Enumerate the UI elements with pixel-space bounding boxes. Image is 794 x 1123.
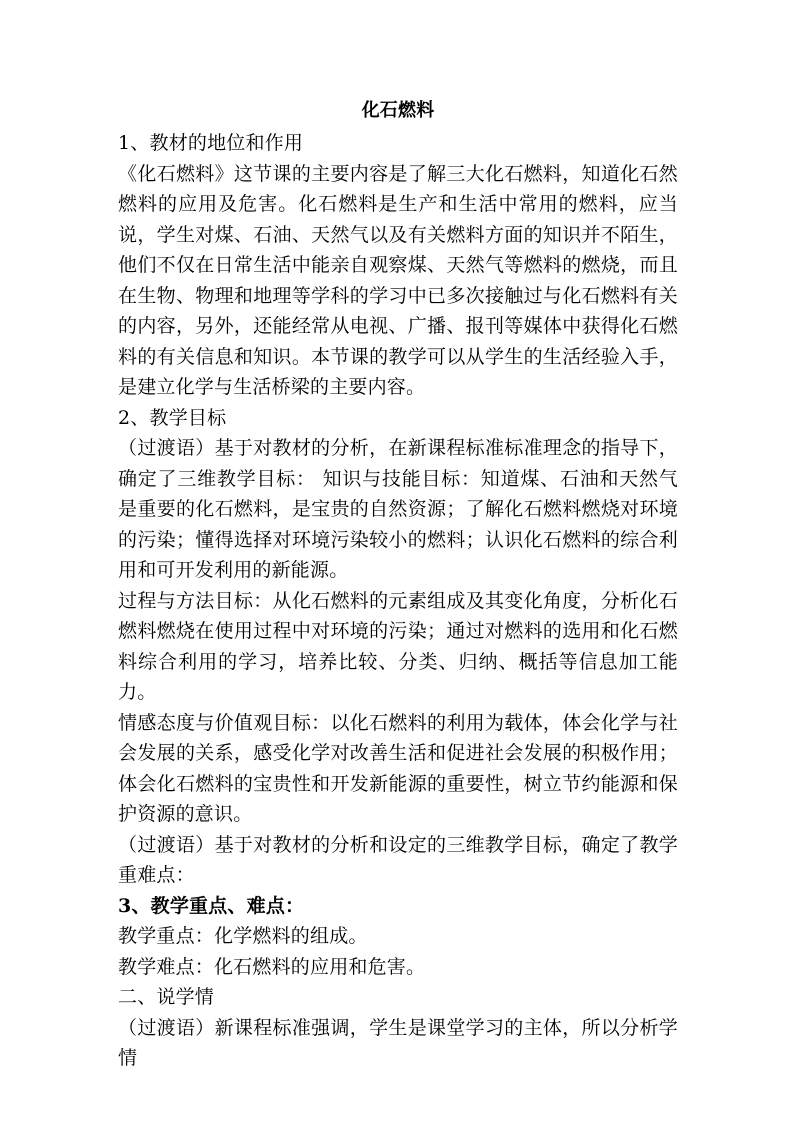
section-heading-3: 3、教学重点、难点： xyxy=(118,894,305,917)
paragraph-key-point: 教学重点：化学燃料的组成。 xyxy=(118,925,368,947)
section-heading-student-analysis: 二、说学情 xyxy=(118,986,215,1008)
paragraph-transition-difficulties: （过渡语）基于对教材的分析和设定的三维教学目标，确定了教学重难点： xyxy=(118,833,678,886)
section-heading-1: 1、教材的地位和作用 xyxy=(118,132,304,154)
paragraph-attitude-goals: 情感态度与价值观目标：以化石燃料的利用为载体，体会化学与社会发展的关系，感受化学对改善生活和促进社会发展的积极作用；体会化石燃料的宝贵性和开发新能源的重要性，树立节约能源和保护资源的意识。 xyxy=(118,711,678,825)
paragraph-difficult-point: 教学难点：化石燃料的应用和危害。 xyxy=(118,955,426,978)
document-page xyxy=(118,96,678,1074)
section-heading-2: 2、教学目标 xyxy=(118,406,227,429)
paragraph-textbook-role: 《化石燃料》这节课的主要内容是了解三大化石燃料，知道化石然燃料的应用及危害。化石燃料是生产和生活中常用的燃料，应当说，学生对煤、石油、天然气以及有关燃料方面的知识并不陌生，他们不仅在日常生活中能亲自观察煤、天然气等燃料的燃烧，而且在生物、物理和地理等学科的学习中已多次接触过与化石燃料有关的内容，另外，还能经常从电视、广播、报刊等媒体中获得化石燃料的有关信息和知识。本节课的教学可以从学生的生活经验入手，是建立化学与生活桥梁的主要内容。 xyxy=(118,162,678,398)
document-title: 化石燃料 xyxy=(361,100,435,121)
paragraph-student-analysis: （过渡语）新课程标准强调，学生是课堂学习的主体，所以分析学情 xyxy=(118,1016,678,1069)
paragraph-process-goals: 过程与方法目标：从化石燃料的元素组成及其变化角度，分析化石燃料燃烧在使用过程中对环境的污染；通过对燃料的选用和化石燃料综合利用的学习，培养比较、分类、归纳、概括等信息加工能力。 xyxy=(118,589,678,703)
paragraph-knowledge-goals: （过渡语）基于对教材的分析，在新课程标准标准理念的指导下，确定了三维教学目标： 知识与技能目标：知道煤、石油和天然气是重要的化石燃料，是宝贵的自然资源；了解化石燃料燃烧对环境的污染；懂得选择对环境污染较小的燃料；认识化石燃料的综合利用和可开发利用的新能源。 xyxy=(118,437,678,581)
